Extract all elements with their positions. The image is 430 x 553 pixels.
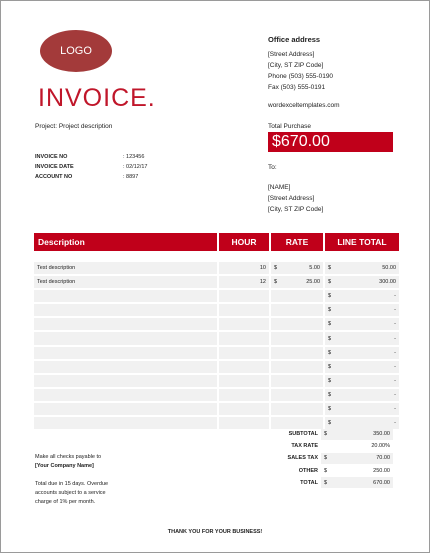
cell-description [34, 403, 217, 417]
cell-line-total: $ - [325, 361, 399, 375]
logo [40, 30, 112, 72]
cell-hour [219, 375, 269, 389]
cell-line-total: $ 300.00 [325, 276, 399, 290]
cell-description [34, 375, 217, 389]
cell-description [34, 389, 217, 403]
cell-hour [219, 332, 269, 346]
cell-hour [219, 417, 269, 431]
cell-description [34, 361, 217, 375]
table-row [34, 403, 399, 417]
cell-description: Test description [34, 276, 217, 290]
summary-value: $ 350.00 [321, 429, 393, 440]
invoice-title: INVOICE. [38, 84, 156, 112]
cell-hour [219, 389, 269, 403]
cell-description [34, 332, 217, 346]
summary-row [269, 440, 393, 452]
line-items-table [32, 233, 401, 431]
summary-row [269, 452, 393, 464]
column-header-rate: RATE [271, 233, 323, 251]
cell-rate: $ 5.00 [271, 262, 323, 276]
column-header-description: Description [34, 233, 217, 251]
office-city: [City, ST ZIP Code] [268, 62, 324, 69]
office-street: [Street Address] [268, 51, 315, 58]
cell-rate [271, 332, 323, 346]
summary-value: $ 70.00 [321, 453, 393, 464]
bill-to-city: [City, ST ZIP Code] [268, 206, 324, 213]
summary-row [269, 465, 393, 477]
company-name: [Your Company Name] [35, 463, 94, 469]
office-phone: Phone (503) 555-0190 [268, 73, 334, 80]
cell-line-total: $ - [325, 332, 399, 346]
meta-row [35, 162, 147, 172]
cell-description [34, 290, 217, 304]
summary-value: $ 250.00 [321, 465, 393, 476]
meta-label: ACCOUNT NO [35, 174, 73, 180]
bill-to-address [268, 182, 323, 215]
meta-row [35, 172, 147, 182]
meta-value: : 8897 [123, 174, 139, 180]
total-purchase-label: Total Purchase [268, 123, 311, 130]
cell-rate [271, 375, 323, 389]
cell-hour: 10 [219, 262, 269, 276]
summary-label: SALES TAX [287, 455, 318, 462]
cell-hour [219, 290, 269, 304]
office-fax: Fax (503) 555-0191 [268, 84, 326, 91]
office-website: wordexceltemplates.com [268, 102, 340, 109]
table-header-row [34, 233, 399, 251]
summary-value: $ 670.00 [321, 477, 393, 488]
table-row [34, 332, 399, 346]
cell-hour [219, 318, 269, 332]
office-address [268, 49, 340, 111]
meta-label: INVOICE DATE [35, 164, 74, 170]
cell-rate [271, 361, 323, 375]
cell-line-total: $ - [325, 375, 399, 389]
cell-rate [271, 304, 323, 318]
table-row [34, 347, 399, 361]
cell-line-total: $ 50.00 [325, 262, 399, 276]
summary-label: TAX RATE [291, 443, 318, 450]
table-row [34, 262, 399, 276]
cell-hour [219, 304, 269, 318]
summary-row [269, 428, 393, 440]
cell-hour [219, 347, 269, 361]
cell-hour [219, 361, 269, 375]
summary-value: 20.00% [321, 441, 393, 452]
cell-rate: $ 25.00 [271, 276, 323, 290]
column-header-line-total: LINE TOTAL [325, 233, 399, 251]
table-row [34, 389, 399, 403]
table-spacer [34, 251, 399, 262]
cell-description [34, 304, 217, 318]
totals-summary [269, 428, 393, 489]
total-purchase-amount: $670.00 [268, 132, 393, 152]
column-header-hour: HOUR [219, 233, 269, 251]
table-row [34, 276, 399, 290]
thank-you-note: THANK YOU FOR YOUR BUSINESS! [167, 529, 263, 535]
cell-rate [271, 290, 323, 304]
cell-rate [271, 403, 323, 417]
cell-description [34, 318, 217, 332]
summary-label: SUBTOTAL [288, 431, 318, 438]
meta-label: INVOICE NO [35, 154, 68, 160]
cell-line-total: $ - [325, 347, 399, 361]
payment-note [35, 453, 127, 471]
bill-to-label: To: [268, 164, 277, 171]
cell-line-total: $ - [325, 417, 399, 431]
meta-value: : 123456 [123, 154, 145, 160]
cell-description [34, 347, 217, 361]
cell-rate [271, 347, 323, 361]
summary-label: OTHER [298, 467, 318, 474]
payment-terms: Total due in 15 days. Overdue accounts subject to a service charge of 1% per month. [35, 481, 109, 505]
project-line: Project: Project description [35, 123, 113, 130]
table-row [34, 361, 399, 375]
office-address-heading: Office address [268, 35, 321, 44]
cell-line-total: $ - [325, 318, 399, 332]
invoice-meta [35, 152, 147, 182]
summary-row [269, 477, 393, 489]
cell-line-total: $ - [325, 389, 399, 403]
cell-rate [271, 318, 323, 332]
bill-to-name: [NAME] [268, 184, 291, 191]
meta-row [35, 152, 147, 162]
cell-line-total: $ - [325, 290, 399, 304]
bill-to-street: [Street Address] [268, 195, 315, 202]
cell-description [34, 417, 217, 431]
table-row [34, 290, 399, 304]
cell-description: Test description [34, 262, 217, 276]
cell-line-total: $ - [325, 304, 399, 318]
cell-hour [219, 403, 269, 417]
logo-text: LOGO [60, 45, 92, 57]
table-row [34, 318, 399, 332]
cell-rate [271, 389, 323, 403]
summary-label: TOTAL [300, 479, 318, 486]
table-row [34, 304, 399, 318]
cell-hour: 12 [219, 276, 269, 290]
cell-line-total: $ - [325, 403, 399, 417]
payable-text: Make all checks payable to [35, 454, 102, 460]
meta-value: : 02/12/17 [123, 164, 148, 170]
table-row [34, 375, 399, 389]
